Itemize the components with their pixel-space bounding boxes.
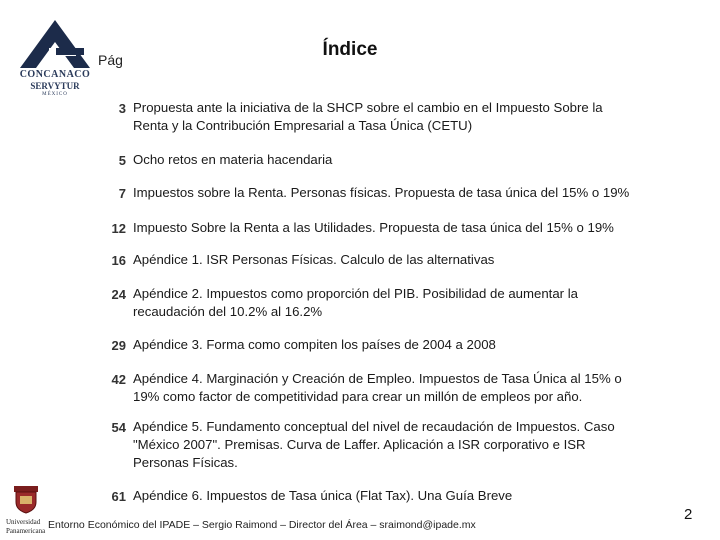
entry-text — [133, 370, 668, 406]
entry-page-number: 12 — [111, 221, 126, 236]
entry-text-line: Propuesta ante la iniciativa de la SHCP sobre el cambio en el Impuesto Sobre la — [133, 100, 603, 115]
entry-text — [133, 184, 668, 202]
entry-page-number: 61 — [111, 489, 126, 504]
entry-text-line: Apéndice 4. Marginación y Creación de Empleo. Impuestos de Tasa Única al 15% o — [133, 371, 622, 386]
entry-text-line: Apéndice 1. ISR Personas Físicas. Calculo de las alternativas — [133, 252, 495, 267]
entry-text-line: Renta y la Contribución Empresarial a Tasa Única (CETU) — [133, 118, 473, 133]
entry-text — [133, 151, 668, 169]
entry-text-line: recaudación del 10.2% al 16.2% — [133, 304, 323, 319]
entry-page-number: 54 — [111, 420, 126, 435]
entry-page-number: 3 — [118, 101, 126, 116]
page-column-label: Pág — [98, 52, 123, 68]
footer-text: Entorno Económico del IPADE – Sergio Raimond – Director del Área – sraimond@ipade.mx — [48, 519, 476, 531]
entry-page-number: 42 — [111, 372, 126, 387]
ipade-text-line1: Universidad — [6, 518, 41, 526]
entry-text-line: Apéndice 6. Impuestos de Tasa única (Flat Tax). Una Guía Breve — [133, 488, 513, 503]
entry-text-line: Impuesto Sobre la Renta a las Utilidades. Propuesta de tasa única del 15% o 19% — [133, 220, 614, 235]
entry-text-line: Ocho retos en materia hacendaria — [133, 152, 333, 167]
entry-text-line: Apéndice 3. Forma como compiten los países de 2004 a 2008 — [133, 337, 496, 352]
entry-text-line: "México 2007". Premisas. Curva de Laffer. Aplicación a ISR corporativo e ISR — [133, 437, 586, 452]
entry-page-number: 29 — [111, 338, 126, 353]
entry-text-line: Impuestos sobre la Renta. Personas físicas. Propuesta de tasa única del 15% o 19% — [133, 185, 630, 200]
page-number: 2 — [684, 506, 693, 523]
entry-page-number: 5 — [118, 153, 126, 168]
ipade-text-line2: Panamericana — [6, 527, 46, 535]
logo-text-line3: MÉXICO — [42, 92, 68, 97]
logo-text-line1: CONCANACO — [19, 69, 91, 80]
entry-text-line: Apéndice 2. Impuestos como proporción del PIB. Posibilidad de aumentar la — [133, 286, 578, 301]
entry-page-number: 7 — [118, 186, 126, 201]
entry-text — [133, 219, 668, 237]
page-title: Índice — [322, 39, 378, 60]
entry-text — [133, 336, 668, 354]
entry-text-line: 19% como factor de competitividad para crear un millón de empleos por año. — [133, 389, 583, 404]
entry-text — [133, 251, 668, 269]
entry-text — [133, 418, 668, 472]
ipade-logo — [12, 484, 40, 514]
entry-text-line: Personas Físicas. — [133, 455, 238, 470]
entry-text — [133, 285, 668, 321]
logo-text-line2: SERVYTUR — [30, 81, 80, 91]
entry-text — [133, 487, 668, 505]
entry-page-number: 16 — [111, 253, 126, 268]
entry-text-line: Apéndice 5. Fundamento conceptual del nivel de recaudación de Impuestos. Caso — [133, 419, 615, 434]
entry-page-number: 24 — [111, 287, 126, 302]
entry-text — [133, 99, 668, 135]
